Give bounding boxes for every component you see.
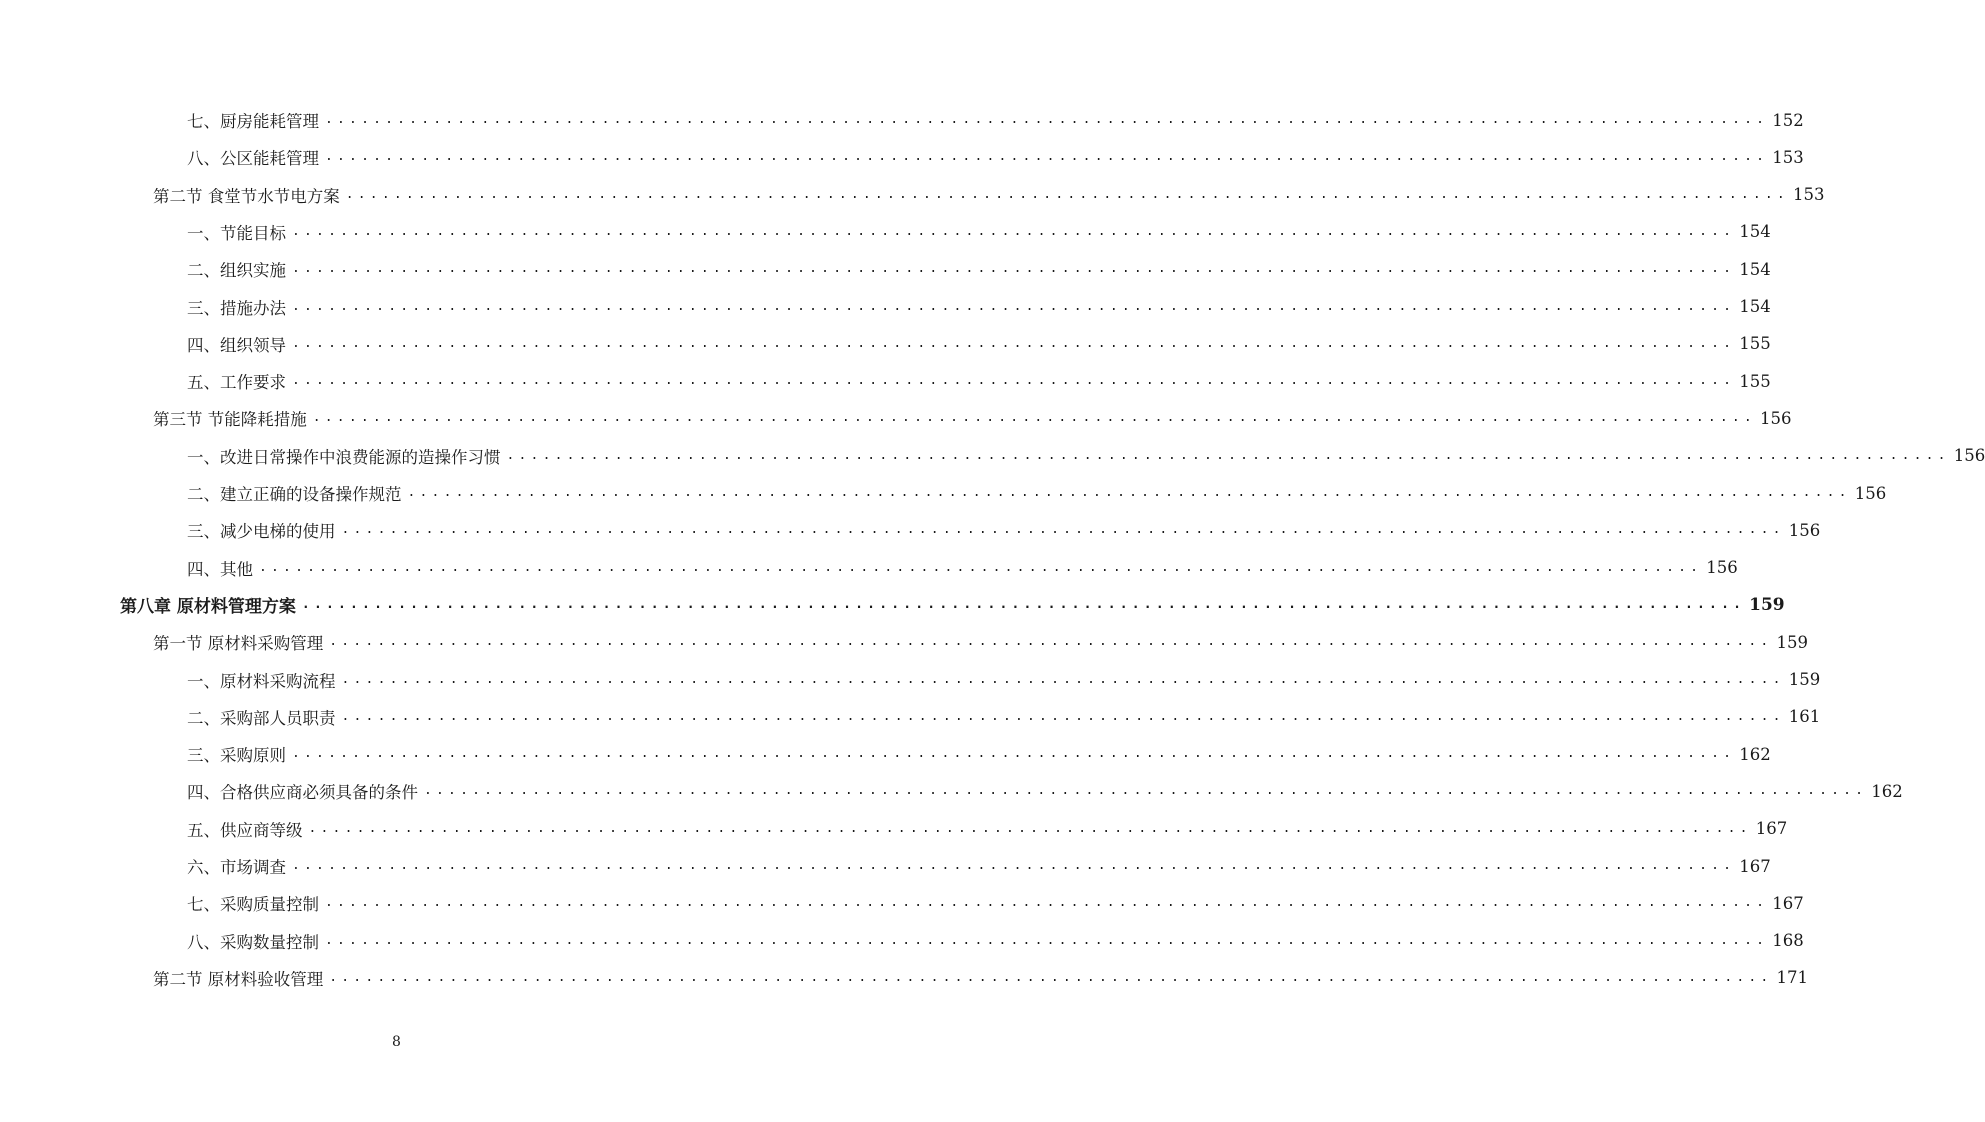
toc-entry[interactable] (187, 517, 1821, 543)
toc-entry[interactable] (187, 555, 1738, 581)
page-number: 8 (392, 1034, 401, 1050)
toc-entry-page: 156 (1759, 408, 1792, 428)
toc-leader-dots: ........................................................................................................................ (341, 671, 1785, 687)
toc-entry-page: 154 (1739, 259, 1771, 279)
toc-leader-dots: ........................................................................................................................ (292, 223, 1736, 239)
toc-entry-page: 159 (1776, 632, 1808, 652)
toc-entry[interactable] (120, 592, 1785, 618)
toc-leader-dots: ........................................................................................................................ (325, 932, 1769, 948)
toc-entry-label: 三、减少电梯的使用 (187, 522, 336, 542)
toc-entry-label: 第二节 食堂节水节电方案 (153, 186, 340, 206)
toc-entry[interactable] (187, 443, 1985, 469)
toc-entry-page: 153 (1792, 185, 1825, 205)
toc-entry-page: 162 (1871, 781, 1903, 801)
toc-entry[interactable] (153, 405, 1792, 431)
toc-leader-dots: ........................................................................................................................ (329, 969, 1773, 985)
toc-entry-page: 153 (1772, 147, 1804, 167)
toc-entry-page: 156 (1788, 520, 1821, 540)
toc-entry-label: 第八章 原材料管理方案 (120, 597, 296, 618)
toc-entry-page: 152 (1772, 110, 1804, 130)
toc-entry-page: 168 (1772, 931, 1804, 951)
toc-leader-dots: ........................................................................................................................ (506, 447, 1950, 463)
toc-entry[interactable] (187, 144, 1804, 170)
toc-entry-page: 167 (1739, 856, 1771, 876)
toc-entry-page: 159 (1788, 670, 1821, 689)
toc-entry-label: 第三节 节能降耗措施 (153, 410, 307, 430)
toc-entry-page: 162 (1739, 744, 1771, 764)
toc-entry-label: 二、组织实施 (187, 261, 286, 281)
toc-entry[interactable] (187, 107, 1804, 133)
toc-leader-dots: ........................................................................................................................ (292, 298, 1736, 314)
toc-entry-page: 156 (1706, 558, 1738, 578)
toc-leader-dots: ........................................................................................................................ (259, 559, 1703, 575)
toc-entry[interactable] (187, 928, 1804, 954)
toc-entry[interactable] (187, 816, 1788, 842)
toc-leader-dots: ........................................................................................................................ (325, 149, 1769, 165)
toc-entry[interactable] (187, 704, 1821, 730)
toc-entry-label: 二、建立正确的设备操作规范 (187, 485, 402, 504)
toc-entry-label: 一、节能目标 (187, 223, 286, 243)
toc-entry-label: 第二节 原材料验收管理 (153, 969, 324, 989)
toc-entry-page: 154 (1739, 297, 1771, 316)
toc-entry-label: 八、采购数量控制 (187, 932, 319, 952)
toc-entry-page: 161 (1788, 707, 1821, 727)
toc-entry-page: 155 (1739, 334, 1771, 354)
toc-entry-label: 八、公区能耗管理 (187, 149, 319, 169)
toc-entry-label: 七、厨房能耗管理 (187, 112, 319, 131)
toc-entry-page: 155 (1739, 371, 1771, 391)
toc-leader-dots: ........................................................................................................................ (341, 522, 1785, 538)
toc-entry-page: 154 (1739, 222, 1771, 242)
toc-entry[interactable] (187, 480, 1887, 506)
toc-leader-dots: ........................................................................................................................ (325, 112, 1769, 127)
toc-leader-dots: ........................................................................................................................ (345, 186, 1789, 202)
toc-leader-dots: ........................................................................................................................ (424, 783, 1868, 799)
toc-entry-label: 七、采购质量控制 (187, 895, 319, 915)
toc-entry-page: 156 (1953, 446, 1985, 466)
toc-entry-label: 三、措施办法 (187, 298, 286, 318)
toc-entry[interactable] (187, 890, 1804, 916)
toc-entry-page: 167 (1772, 893, 1804, 913)
toc-entry-page: 171 (1776, 968, 1808, 988)
toc-entry[interactable] (187, 741, 1771, 767)
toc-entry[interactable] (187, 256, 1771, 282)
toc-entry[interactable] (187, 778, 1903, 804)
toc-entry-label: 四、合格供应商必须具备的条件 (187, 783, 418, 803)
toc-leader-dots: ........................................................................................................................ (292, 858, 1736, 873)
toc-leader-dots: ........................................................................................................................ (292, 746, 1736, 762)
toc-leader-dots: ........................................................................................................................ (301, 596, 1746, 612)
toc-entry[interactable] (187, 331, 1771, 357)
toc-leader-dots: ........................................................................................................................ (325, 895, 1769, 911)
toc-entry-page: 167 (1755, 819, 1788, 839)
toc-leader-dots: ........................................................................................................................ (341, 708, 1785, 724)
toc-leader-dots: ........................................................................................................................ (292, 335, 1736, 351)
toc-entry-label: 第一节 原材料采购管理 (153, 634, 324, 654)
toc-entry-label: 五、工作要求 (187, 373, 286, 393)
toc-entry-page: 156 (1854, 483, 1887, 503)
toc-entry-label: 四、其他 (187, 559, 253, 579)
toc-entry[interactable] (187, 219, 1771, 245)
toc-entry[interactable] (187, 294, 1771, 320)
toc-entry[interactable] (153, 965, 1808, 991)
toc-entry[interactable] (187, 853, 1771, 879)
toc-entry-label: 四、组织领导 (187, 335, 286, 355)
toc-entry[interactable] (153, 182, 1825, 208)
toc-leader-dots: ........................................................................................................................ (292, 373, 1736, 389)
toc-entry-label: 六、市场调查 (187, 858, 286, 877)
toc-entry-label: 三、采购原则 (187, 746, 286, 766)
toc-leader-dots: ........................................................................................................................ (308, 820, 1752, 836)
toc-leader-dots: ........................................................................................................................ (407, 485, 1851, 500)
toc-entry[interactable] (187, 667, 1821, 693)
toc-entry-label: 一、原材料采购流程 (187, 671, 336, 691)
toc-leader-dots: ........................................................................................................................ (329, 634, 1773, 650)
toc-leader-dots: ........................................................................................................................ (292, 261, 1736, 277)
toc-entry[interactable] (153, 629, 1808, 655)
toc-entry-label: 五、供应商等级 (187, 820, 303, 840)
toc-entry[interactable] (187, 368, 1771, 394)
toc-entry-label: 二、采购部人员职责 (187, 708, 336, 728)
toc-leader-dots: ........................................................................................................................ (312, 410, 1756, 426)
toc-entry-page: 159 (1749, 594, 1785, 615)
toc-entry-label: 一、改进日常操作中浪费能源的造操作习惯 (187, 447, 501, 467)
